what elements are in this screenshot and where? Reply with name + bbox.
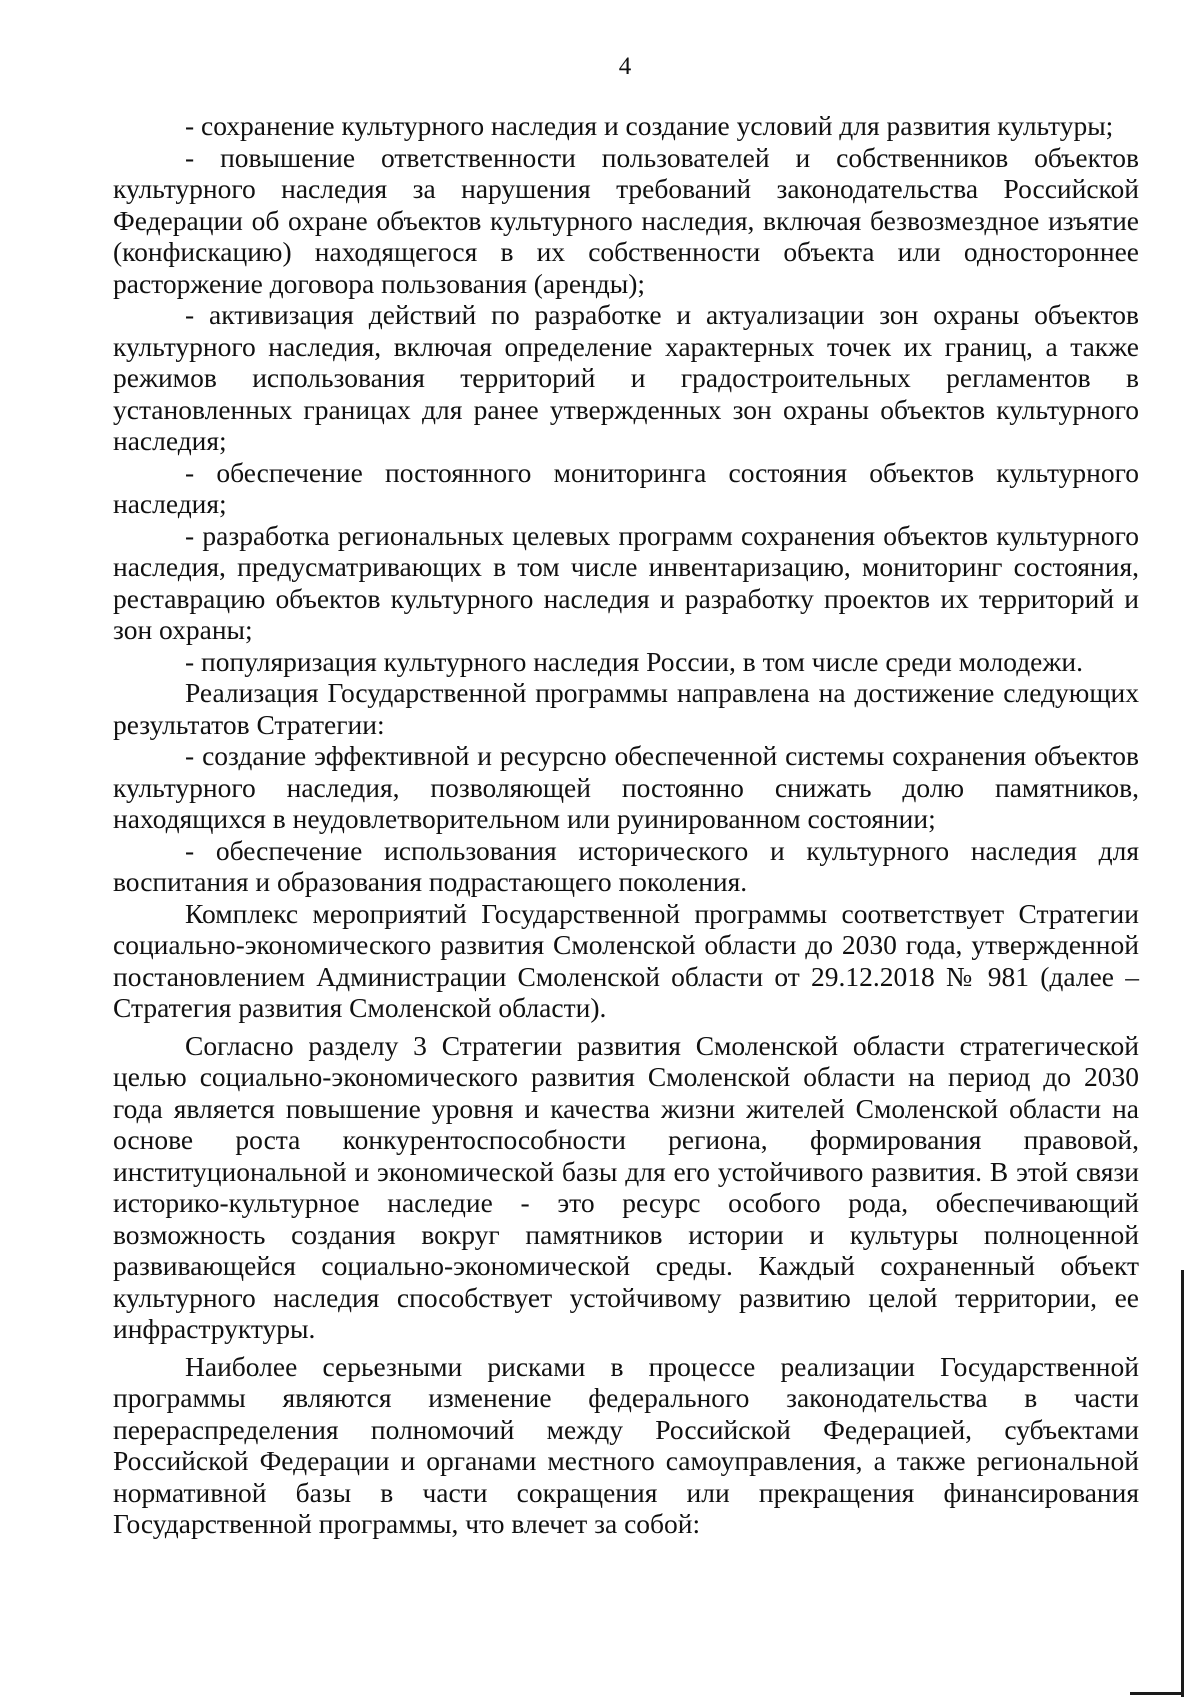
list-item-responsibility: - повышение ответственности пользователей и собственников объектов культурного наследия за нарушения требований законодательства Российской Федерации об охране объектов культурного наследия, включая безвозмездное изъятие (конфискацию) находящегося в их собственности объекта или одностороннее расторжение договора пользования (аренды);: [113, 141, 1139, 299]
list-item-popularization: - популяризация культурного наследия России, в том числе среди молодежи.: [185, 645, 1083, 677]
scan-edge-foot: [1130, 1692, 1184, 1695]
page-number: 4: [618, 53, 632, 80]
list-item-monitoring: - обеспечение постоянного мониторинга состояния объектов культурного наследия;: [113, 456, 1139, 519]
list-item-regional-programs: - разработка региональных целевых программ сохранения объектов культурного наследия, предусматривающих в том числе инвентаризацию, мониторинг состояния, реставрацию объектов культурного наследия и разработку проектов их территорий и зон охраны;: [113, 519, 1139, 645]
scan-edge-line: [1181, 1270, 1184, 1697]
document-body: [113, 110, 1139, 1540]
list-item-heritage-preservation: - сохранение культурного наследия и создание условий для развития культуры;: [185, 110, 1114, 141]
paragraph-strategy-compliance: Комплекс мероприятий Государственной программы соответствует Стратегии социально-экономического развития Смоленской области до 2030 года, утвержденной постановлением Администрации Смоленской области от 29.12.2018 № 981 (далее – Стратегия развития Смоленской области).: [113, 897, 1139, 1023]
list-item-education: - обеспечение использования исторического и культурного наследия для воспитания и образования подрастающего поколения.: [113, 834, 1139, 897]
paragraph-strategy-results: Реализация Государственной программы направлена на достижение следующих результатов Стратегии:: [113, 677, 1139, 740]
list-item-protection-zones: - активизация действий по разработке и актуализации зон охраны объектов культурного наследия, включая определение характерных точек их границ, а также режимов использования территорий и градостроительных регламентов в установленных границах для ранее утвержденных зон охраны объектов культурного наследия;: [113, 299, 1139, 456]
paragraph-risks: Наиболее серьезными рисками в процессе реализации Государственной программы являются изменение федерального законодательства в части перераспределения полномочий между Российской Федерацией, субъектами Российской Федерации и органами местного самоуправления, а также региональной нормативной базы в части сокращения или прекращения финансирования Государственной программы, что влечет за собой:: [113, 1350, 1139, 1539]
list-item-effective-system: - создание эффективной и ресурсно обеспеченной системы сохранения объектов культурного наследия, позволяющей постоянно снижать долю памятников, находящихся в неудовлетворительном или руинированном состоянии;: [113, 740, 1139, 834]
paragraph-strategic-goal: Согласно разделу 3 Стратегии развития Смоленской области стратегической целью социально-экономического развития Смоленской области на период до 2030 года является повышение уровня и качества жизни жителей Смоленской области на основе роста конкурентоспособности региона, формирования правовой, институциональной и экономической базы для его устойчивого развития. В этой связи историко-культурное наследие - это ресурс особого рода, обеспечивающий возможность создания вокруг памятников истории и культуры полноценной развивающейся социально-экономической среды. Каждый сохраненный объект культурного наследия способствует устойчивому развитию целой территории, ее инфраструктуры.: [113, 1029, 1139, 1344]
